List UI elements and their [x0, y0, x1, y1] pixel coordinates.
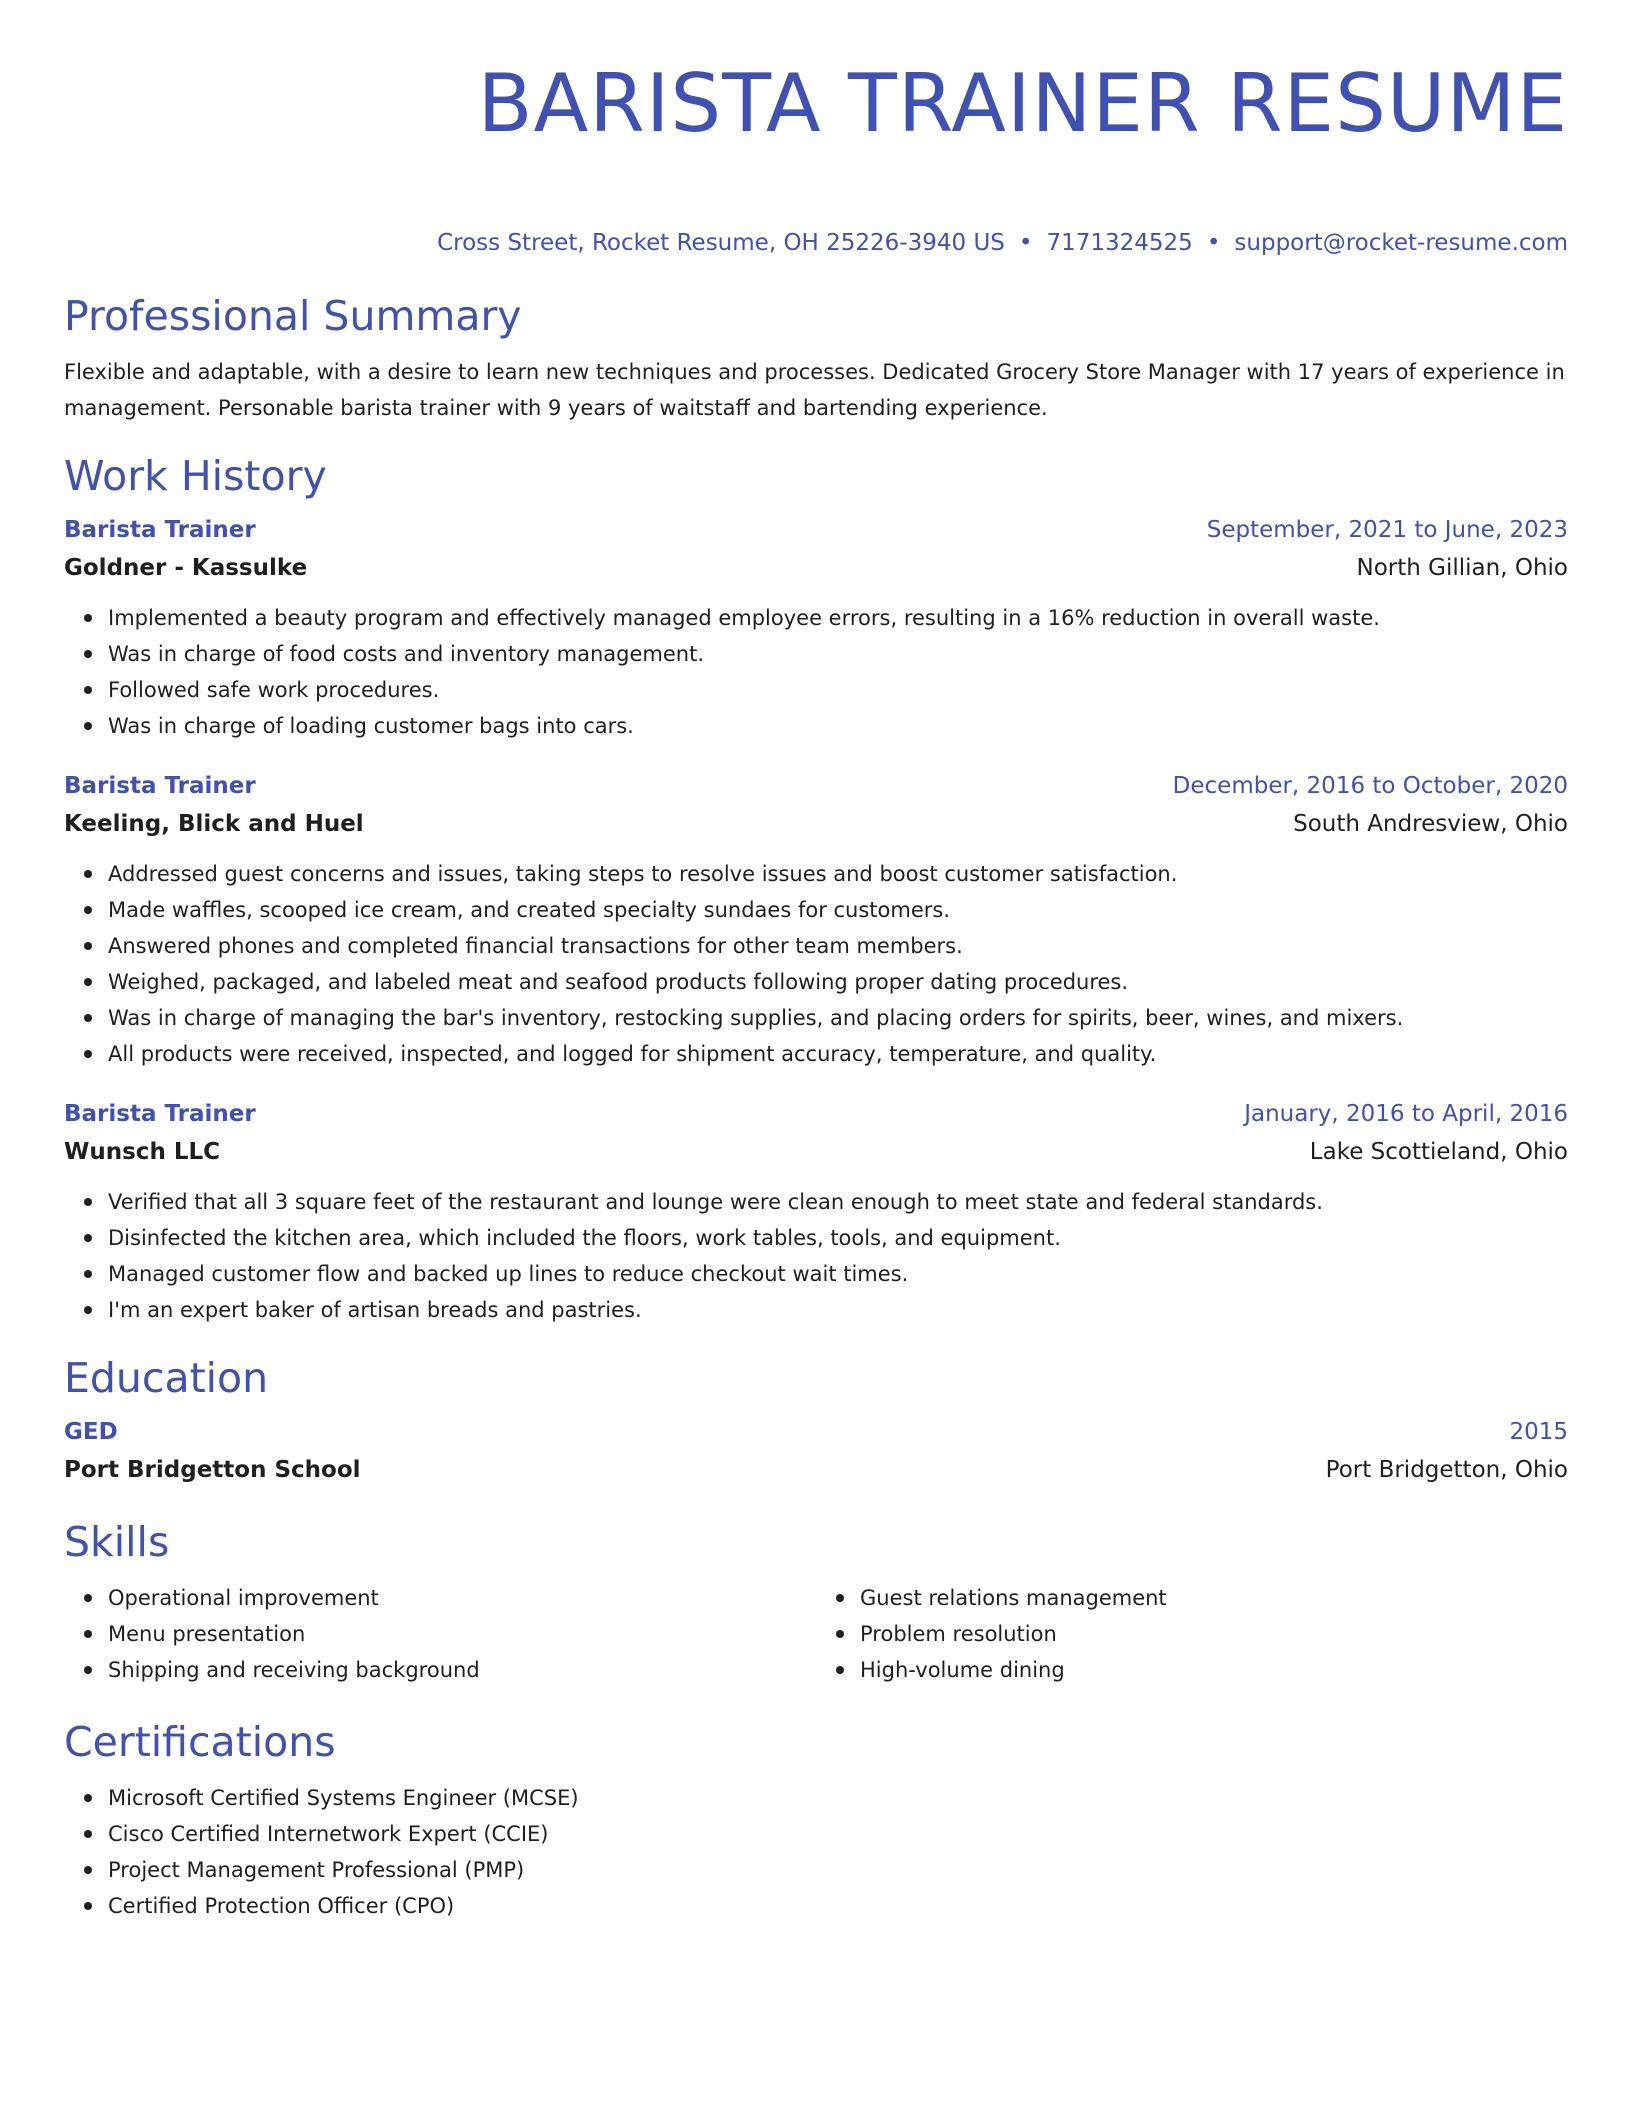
resume-header: [64, 0, 1568, 258]
section-title-certifications: Certifications: [64, 1718, 336, 1766]
skills-list-left: [64, 1580, 816, 1688]
job-dates: September, 2021 to June, 2023: [1206, 517, 1568, 543]
education-section: [64, 1352, 1568, 1490]
education-location: Port Bridgetton, Ohio: [1325, 1457, 1568, 1483]
list-item: Implemented a beauty program and effectively managed employee errors, resulting in a 16% reduction in overall waste.: [108, 600, 1568, 636]
list-item: Disinfected the kitchen area, which included the floors, work tables, tools, and equipment.: [108, 1220, 1568, 1256]
job-location: North Gillian, Ohio: [1356, 555, 1568, 581]
separator-dot: •: [1018, 230, 1033, 256]
job-company: Wunsch LLC: [64, 1139, 221, 1165]
job-role: Barista Trainer: [64, 773, 256, 799]
resume-title: BARISTA TRAINER RESUME: [477, 57, 1568, 150]
summary-section: [64, 290, 1568, 426]
list-item: Verified that all 3 square feet of the restaurant and lounge were clean enough to meet state and federal standards.: [108, 1184, 1568, 1220]
job-entry: [64, 768, 1568, 1072]
list-item: Was in charge of food costs and inventory management.: [108, 636, 1568, 672]
address-text: Cross Street, Rocket Resume, OH 25226-3940 US: [437, 230, 1005, 256]
job-dates: December, 2016 to October, 2020: [1172, 773, 1568, 799]
skills-grid: [64, 1568, 1568, 1688]
separator-dot: •: [1206, 230, 1221, 256]
certification-item: Cisco Certified Internetwork Expert (CCIE): [108, 1816, 1568, 1852]
list-item: I'm an expert baker of artisan breads and pastries.: [108, 1292, 1568, 1328]
job-location: Lake Scottieland, Ohio: [1309, 1139, 1568, 1165]
job-company: Keeling, Blick and Huel: [64, 811, 364, 837]
job-role: Barista Trainer: [64, 517, 256, 543]
education-degree: GED: [64, 1419, 118, 1445]
education-entry: [64, 1414, 1568, 1490]
list-item: Answered phones and completed financial transactions for other team members.: [108, 928, 1568, 964]
certification-item: Certified Protection Officer (CPO): [108, 1888, 1568, 1924]
section-title-work: Work History: [64, 452, 327, 500]
job-bullets: [64, 600, 1568, 744]
list-item: Followed safe work procedures.: [108, 672, 1568, 708]
skill-item: Menu presentation: [108, 1616, 816, 1652]
education-year: 2015: [1509, 1419, 1568, 1445]
section-title-education: Education: [64, 1354, 269, 1402]
contact-line: [64, 228, 1568, 258]
section-title-skills: Skills: [64, 1518, 170, 1566]
certification-item: Microsoft Certified Systems Engineer (MCSE): [108, 1780, 1568, 1816]
work-section: [64, 450, 1568, 1328]
summary-text: Flexible and adaptable, with a desire to learn new techniques and processes. Dedicated Grocery Store Manager with 17 years of experience in management. Personable barista trainer with 9 years of waitstaff and bartending experience.: [64, 360, 1565, 420]
section-title-summary: Professional Summary: [64, 292, 522, 340]
skill-item: High-volume dining: [860, 1652, 1568, 1688]
job-location: South Andresview, Ohio: [1293, 811, 1568, 837]
job-dates: January, 2016 to April, 2016: [1244, 1101, 1568, 1127]
skill-item: Shipping and receiving background: [108, 1652, 816, 1688]
job-company: Goldner - Kassulke: [64, 555, 308, 581]
job-entry: [64, 512, 1568, 744]
list-item: Managed customer flow and backed up lines to reduce checkout wait times.: [108, 1256, 1568, 1292]
list-item: Was in charge of managing the bar's inventory, restocking supplies, and placing orders for spirits, beer, wines, and mixers.: [108, 1000, 1568, 1036]
skill-item: Problem resolution: [860, 1616, 1568, 1652]
list-item: Was in charge of loading customer bags into cars.: [108, 708, 1568, 744]
skill-item: Guest relations management: [860, 1580, 1568, 1616]
list-item: Addressed guest concerns and issues, taking steps to resolve issues and boost customer satisfaction.: [108, 856, 1568, 892]
list-item: Made waffles, scooped ice cream, and created specialty sundaes for customers.: [108, 892, 1568, 928]
job-role: Barista Trainer: [64, 1101, 256, 1127]
skills-section: [64, 1516, 1568, 1688]
list-item: All products were received, inspected, and logged for shipment accuracy, temperature, and quality.: [108, 1036, 1568, 1072]
job-bullets: [64, 1184, 1568, 1328]
skill-item: Operational improvement: [108, 1580, 816, 1616]
skills-list-right: [816, 1580, 1568, 1688]
list-item: Weighed, packaged, and labeled meat and seafood products following proper dating procedures.: [108, 964, 1568, 1000]
certification-item: Project Management Professional (PMP): [108, 1852, 1568, 1888]
certifications-section: [64, 1716, 1568, 1924]
job-entry: [64, 1096, 1568, 1328]
job-bullets: [64, 856, 1568, 1072]
certifications-list: [64, 1780, 1568, 1924]
education-school: Port Bridgetton School: [64, 1457, 361, 1483]
email-link[interactable]: support@rocket-resume.com: [1234, 230, 1568, 256]
phone-text: 7171324525: [1046, 230, 1193, 256]
